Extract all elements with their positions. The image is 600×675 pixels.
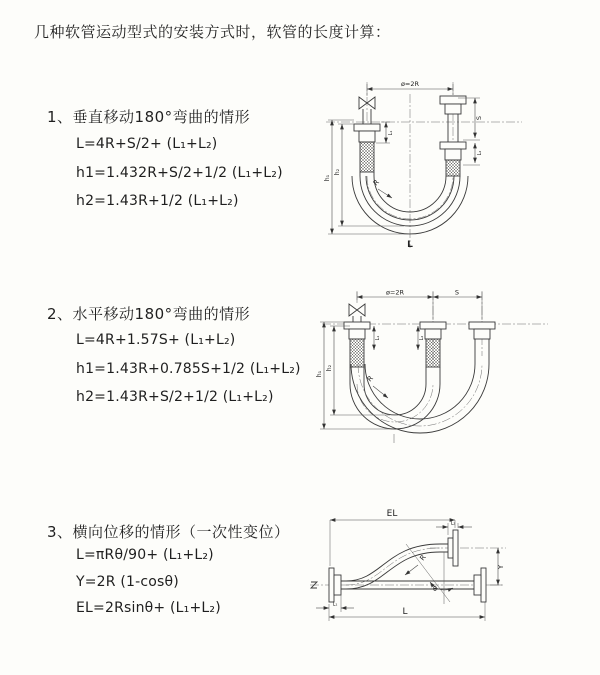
hose-length-label: L bbox=[407, 240, 413, 250]
dim-fit-right-label: L₂ bbox=[419, 335, 425, 341]
hose-assembly bbox=[344, 304, 495, 443]
dim-stroke-label: S bbox=[454, 288, 460, 297]
dim-offset-label: Y bbox=[497, 564, 505, 570]
diagram-horizontal-180-bend bbox=[310, 286, 600, 458]
diagram-vertical-180-bend bbox=[312, 76, 592, 258]
bend-radius-label: R bbox=[365, 374, 375, 384]
dim-height-inner-label: h₂ bbox=[326, 364, 333, 372]
dim-height-inner-label: h₂ bbox=[334, 168, 341, 176]
flange-right-upper bbox=[453, 530, 458, 566]
section-3-heading: 3、横向位移的情形（一次性变位） bbox=[47, 523, 290, 541]
dim-fit-right-label: L₂ bbox=[450, 520, 456, 527]
diagram-lateral-displacement bbox=[302, 502, 572, 650]
centerlines bbox=[326, 82, 522, 248]
flange-right-lower bbox=[481, 568, 486, 602]
section-2-formula-L: L=4R+1.57S+ (L₁+L₂) bbox=[76, 332, 236, 348]
section-3-formula-EL: EL=2Rsinθ+ (L₁+L₂) bbox=[76, 600, 221, 616]
dimensions bbox=[316, 509, 505, 621]
dim-width-label: ø=2R bbox=[400, 80, 420, 88]
flange-left bbox=[329, 568, 334, 602]
dim-fit-left-label: L₁ bbox=[332, 601, 338, 608]
dimensions bbox=[316, 289, 482, 430]
section-3-formula-L: L=πRθ/90+ (L₁+L₂) bbox=[76, 547, 214, 563]
section-2-formula-h1: h1=1.43R+0.785S+1/2 (L₁+L₂) bbox=[76, 361, 301, 377]
dim-height-outer-label: h₁ bbox=[324, 174, 331, 182]
dim-fit-left-label: L₁ bbox=[388, 130, 394, 136]
valve-bowtie-icon bbox=[349, 304, 365, 316]
section-3-formula-Y: Y=2R (1-cosθ) bbox=[76, 574, 179, 590]
hose-assembly bbox=[329, 530, 486, 604]
section-2-heading: 2、水平移动180°弯曲的情形 bbox=[47, 305, 251, 323]
bend-radius-label: R bbox=[418, 553, 428, 563]
dim-height-outer-label: h₁ bbox=[316, 370, 323, 378]
section-1-formula-h2: h2=1.43R+1/2 (L₁+L₂) bbox=[76, 193, 239, 209]
section-1-formula-L: L=4R+S/2+ (L₁+L₂) bbox=[76, 136, 218, 152]
dim-fit-left-label: L₁ bbox=[375, 335, 381, 341]
dim-width-label: ø=2R bbox=[385, 288, 405, 297]
angle-label: θ bbox=[433, 585, 437, 593]
dim-stroke-label: S bbox=[475, 115, 483, 121]
dim-length-label: L bbox=[402, 607, 408, 617]
section-1-formula-h1: h1=1.432R+S/2+1/2 (L₁+L₂) bbox=[76, 165, 283, 181]
dim-fit-right-label: L₂ bbox=[477, 150, 483, 156]
dim-el-label: EL bbox=[386, 509, 398, 519]
section-1-heading: 1、垂直移动180°弯曲的情形 bbox=[47, 108, 251, 126]
bend-radius-label: R bbox=[371, 178, 381, 188]
section-2-formula-h2: h2=1.43R+S/2+1/2 (L₁+L₂) bbox=[76, 389, 274, 405]
page-title: 几种软管运动型式的安装方式时，软管的长度计算： bbox=[34, 23, 391, 41]
